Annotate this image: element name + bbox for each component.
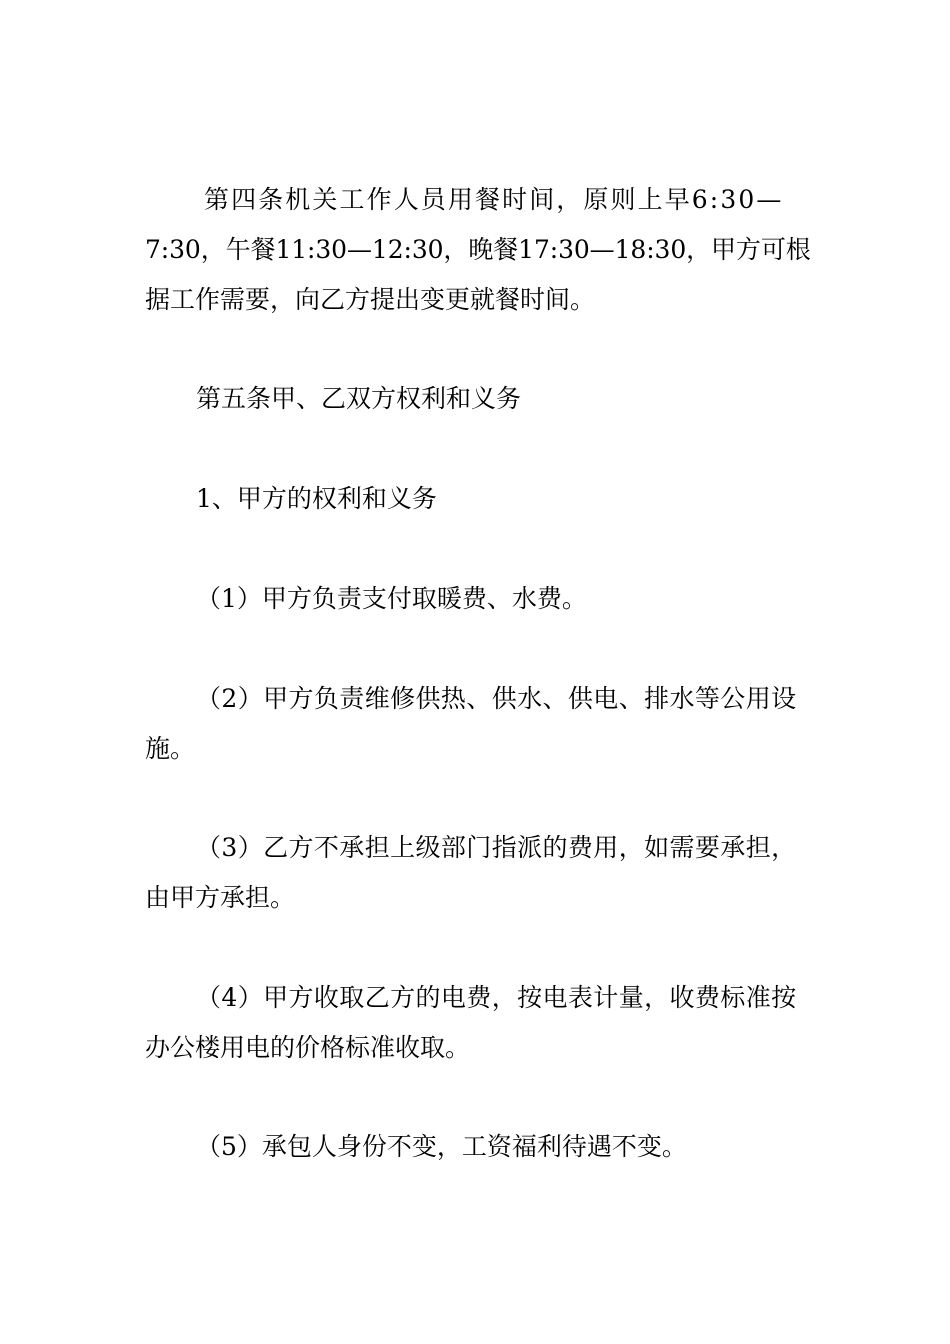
item-4-line-2: 办公楼用电的价格标准收取。 — [145, 1033, 471, 1062]
item-1-line-1: （1）甲方负责支付取暖费、水费。 — [196, 584, 587, 613]
item-2-line-2: 施。 — [145, 734, 196, 763]
item-4-line-1: （4）甲方收取乙方的电费，按电表计量，收费标准按 — [196, 983, 797, 1012]
item-3-line-1: （3）乙方不承担上级部门指派的费用，如需要承担， — [196, 833, 797, 862]
section-1-heading: 1、甲方的权利和义务 — [196, 484, 437, 513]
article-4-line-3: 据工作需要，向乙方提出变更就餐时间。 — [145, 285, 596, 314]
item-2-line-1: （2）甲方负责维修供热、供水、供电、排水等公用设 — [196, 684, 797, 713]
article-5-heading: 第五条甲、乙双方权利和义务 — [196, 384, 522, 413]
item-3-line-2: 由甲方承担。 — [145, 883, 296, 912]
article-4-line-1: 第四条机关工作人员用餐时间，原则上早6:30— — [204, 185, 784, 214]
item-5-line-1: （5）承包人身份不变，工资福利待遇不变。 — [196, 1132, 687, 1161]
article-4-line-2: 7:30，午餐11:30—12:30，晚餐17:30—18:30，甲方可根 — [145, 235, 811, 264]
